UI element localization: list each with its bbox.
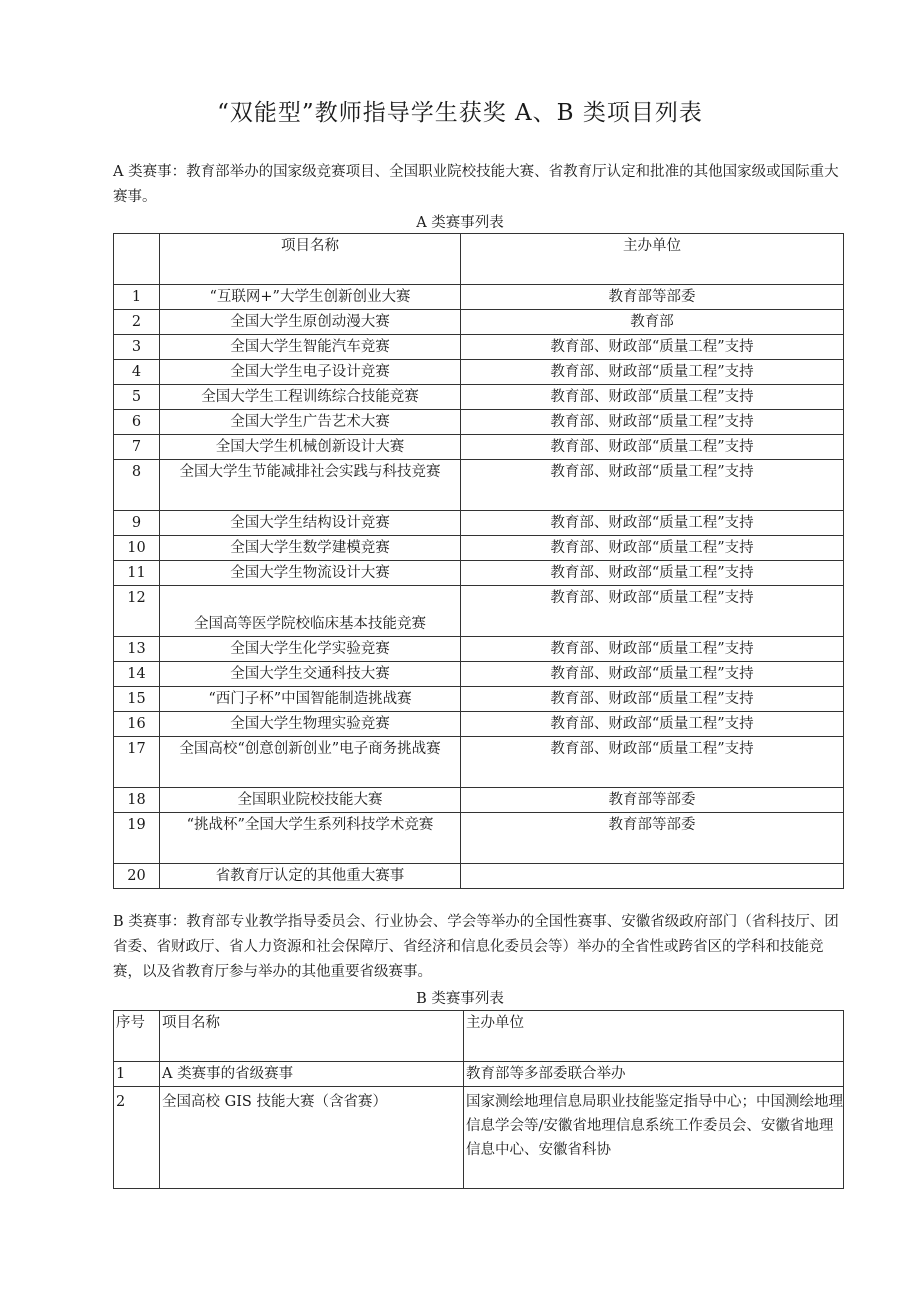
header-org-cell: 主办单位 bbox=[464, 1011, 844, 1062]
row-name: 全国大学生电子设计竞赛 bbox=[160, 360, 461, 385]
table-row bbox=[114, 460, 844, 511]
row-no: 6 bbox=[114, 410, 160, 435]
table-row bbox=[114, 737, 844, 788]
table-row bbox=[114, 536, 844, 561]
header-no-cell bbox=[114, 234, 160, 285]
row-org: 教育部 bbox=[461, 310, 844, 335]
table-row bbox=[114, 360, 844, 385]
row-no: 3 bbox=[114, 335, 160, 360]
table-row bbox=[114, 687, 844, 712]
row-name: 全国大学生节能减排社会实践与科技竞赛 bbox=[160, 460, 461, 511]
table-row bbox=[114, 335, 844, 360]
row-no: 11 bbox=[114, 561, 160, 586]
table-a-header-row bbox=[114, 234, 844, 285]
row-name: 全国大学生工程训练综合技能竞赛 bbox=[160, 385, 461, 410]
row-name: 全国大学生原创动漫大赛 bbox=[160, 310, 461, 335]
row-name: “挑战杯”全国大学生系列科技学术竞赛 bbox=[160, 813, 461, 864]
row-org: 教育部、财政部“质量工程”支持 bbox=[461, 637, 844, 662]
row-org: 教育部、财政部“质量工程”支持 bbox=[461, 335, 844, 360]
table-row bbox=[114, 637, 844, 662]
row-name: A 类赛事的省级赛事 bbox=[160, 1062, 464, 1087]
row-org: 教育部、财政部“质量工程”支持 bbox=[461, 435, 844, 460]
row-name: 省教育厅认定的其他重大赛事 bbox=[160, 864, 461, 889]
row-name: “西门子杯”中国智能制造挑战赛 bbox=[160, 687, 461, 712]
row-name: 全国大学生交通科技大赛 bbox=[160, 662, 461, 687]
table-row bbox=[114, 511, 844, 536]
row-name: 全国大学生结构设计竞赛 bbox=[160, 511, 461, 536]
row-org: 教育部、财政部“质量工程”支持 bbox=[461, 410, 844, 435]
table-row bbox=[114, 662, 844, 687]
row-org: 教育部等部委 bbox=[461, 813, 844, 864]
row-org bbox=[461, 864, 844, 889]
table-row bbox=[114, 712, 844, 737]
section-a-caption: A 类赛事列表 bbox=[416, 215, 504, 231]
table-row bbox=[114, 285, 844, 310]
row-org: 教育部、财政部“质量工程”支持 bbox=[461, 561, 844, 586]
row-name: 全国大学生物理实验竞赛 bbox=[160, 712, 461, 737]
row-name: 全国大学生机械创新设计大赛 bbox=[160, 435, 461, 460]
row-name: 全国大学生化学实验竞赛 bbox=[160, 637, 461, 662]
row-no: 17 bbox=[114, 737, 160, 788]
table-row bbox=[114, 385, 844, 410]
row-no: 10 bbox=[114, 536, 160, 561]
row-no: 5 bbox=[114, 385, 160, 410]
row-no: 20 bbox=[114, 864, 160, 889]
row-no: 9 bbox=[114, 511, 160, 536]
row-org: 教育部、财政部“质量工程”支持 bbox=[461, 385, 844, 410]
row-name: 全国职业院校技能大赛 bbox=[160, 788, 461, 813]
row-no: 16 bbox=[114, 712, 160, 737]
row-org: 教育部等多部委联合举办 bbox=[464, 1062, 844, 1087]
row-no: 12 bbox=[114, 586, 160, 637]
header-no-cell: 序号 bbox=[114, 1011, 160, 1062]
table-row bbox=[114, 1087, 844, 1189]
table-row bbox=[114, 788, 844, 813]
row-no: 15 bbox=[114, 687, 160, 712]
header-name-cell: 项目名称 bbox=[160, 1011, 464, 1062]
row-org: 教育部、财政部“质量工程”支持 bbox=[461, 586, 844, 637]
section-a-description: A 类赛事：教育部举办的国家级竞赛项目、全国职业院校技能大赛、省教育厅认定和批准的其他国家级或国际重大赛事。 bbox=[113, 164, 839, 205]
table-b bbox=[113, 1010, 844, 1189]
row-name: 全国大学生广告艺术大赛 bbox=[160, 410, 461, 435]
row-org: 教育部、财政部“质量工程”支持 bbox=[461, 737, 844, 788]
table-row bbox=[114, 435, 844, 460]
row-name: “互联网+”大学生创新创业大赛 bbox=[160, 285, 461, 310]
row-name: 全国高校“创意创新创业”电子商务挑战赛 bbox=[160, 737, 461, 788]
row-no: 1 bbox=[114, 285, 160, 310]
row-org: 教育部、财政部“质量工程”支持 bbox=[461, 511, 844, 536]
table-row bbox=[114, 310, 844, 335]
row-no: 8 bbox=[114, 460, 160, 511]
row-name: 全国高校 GIS 技能大赛（含省赛） bbox=[160, 1087, 464, 1189]
page-title: “双能型”教师指导学生获奖 A、B 类项目列表 bbox=[217, 100, 703, 126]
row-org: 教育部、财政部“质量工程”支持 bbox=[461, 687, 844, 712]
row-no: 14 bbox=[114, 662, 160, 687]
row-name: 全国高等医学院校临床基本技能竞赛 bbox=[160, 586, 461, 637]
row-name: 全国大学生数学建模竞赛 bbox=[160, 536, 461, 561]
row-org: 教育部、财政部“质量工程”支持 bbox=[461, 536, 844, 561]
row-no: 19 bbox=[114, 813, 160, 864]
row-org: 教育部、财政部“质量工程”支持 bbox=[461, 460, 844, 511]
row-org: 教育部、财政部“质量工程”支持 bbox=[461, 360, 844, 385]
row-no: 13 bbox=[114, 637, 160, 662]
row-no: 4 bbox=[114, 360, 160, 385]
row-no: 2 bbox=[114, 1087, 160, 1189]
row-no: 18 bbox=[114, 788, 160, 813]
row-name: 全国大学生智能汽车竞赛 bbox=[160, 335, 461, 360]
table-row bbox=[114, 1062, 844, 1087]
row-no: 7 bbox=[114, 435, 160, 460]
row-name: 全国大学生物流设计大赛 bbox=[160, 561, 461, 586]
section-b-description: B 类赛事：教育部专业教学指导委员会、行业协会、学会等举办的全国性赛事、安徽省级政府部门（省科技厅、团省委、省财政厅、省人力资源和社会保障厅、省经济和信息化委员会等）举办的全省性或跨省区的学科和技能竞赛，以及省教育厅参与举办的其他重要省级赛事。 bbox=[113, 914, 839, 980]
row-org: 教育部等部委 bbox=[461, 788, 844, 813]
header-org-cell: 主办单位 bbox=[461, 234, 844, 285]
row-org: 国家测绘地理信息局职业技能鉴定指导中心；中国测绘地理信息学会等/安徽省地理信息系统工作委员会、安徽省地理信息中心、安徽省科协 bbox=[464, 1087, 844, 1189]
row-no: 1 bbox=[114, 1062, 160, 1087]
table-row bbox=[114, 561, 844, 586]
section-b-caption: B 类赛事列表 bbox=[416, 991, 504, 1007]
row-org: 教育部、财政部“质量工程”支持 bbox=[461, 712, 844, 737]
row-org: 教育部、财政部“质量工程”支持 bbox=[461, 662, 844, 687]
header-name-cell: 项目名称 bbox=[160, 234, 461, 285]
row-no: 2 bbox=[114, 310, 160, 335]
table-row bbox=[114, 410, 844, 435]
table-row bbox=[114, 813, 844, 864]
row-org: 教育部等部委 bbox=[461, 285, 844, 310]
table-row bbox=[114, 586, 844, 637]
table-row bbox=[114, 864, 844, 889]
table-b-header-row bbox=[114, 1011, 844, 1062]
table-a bbox=[113, 233, 844, 889]
